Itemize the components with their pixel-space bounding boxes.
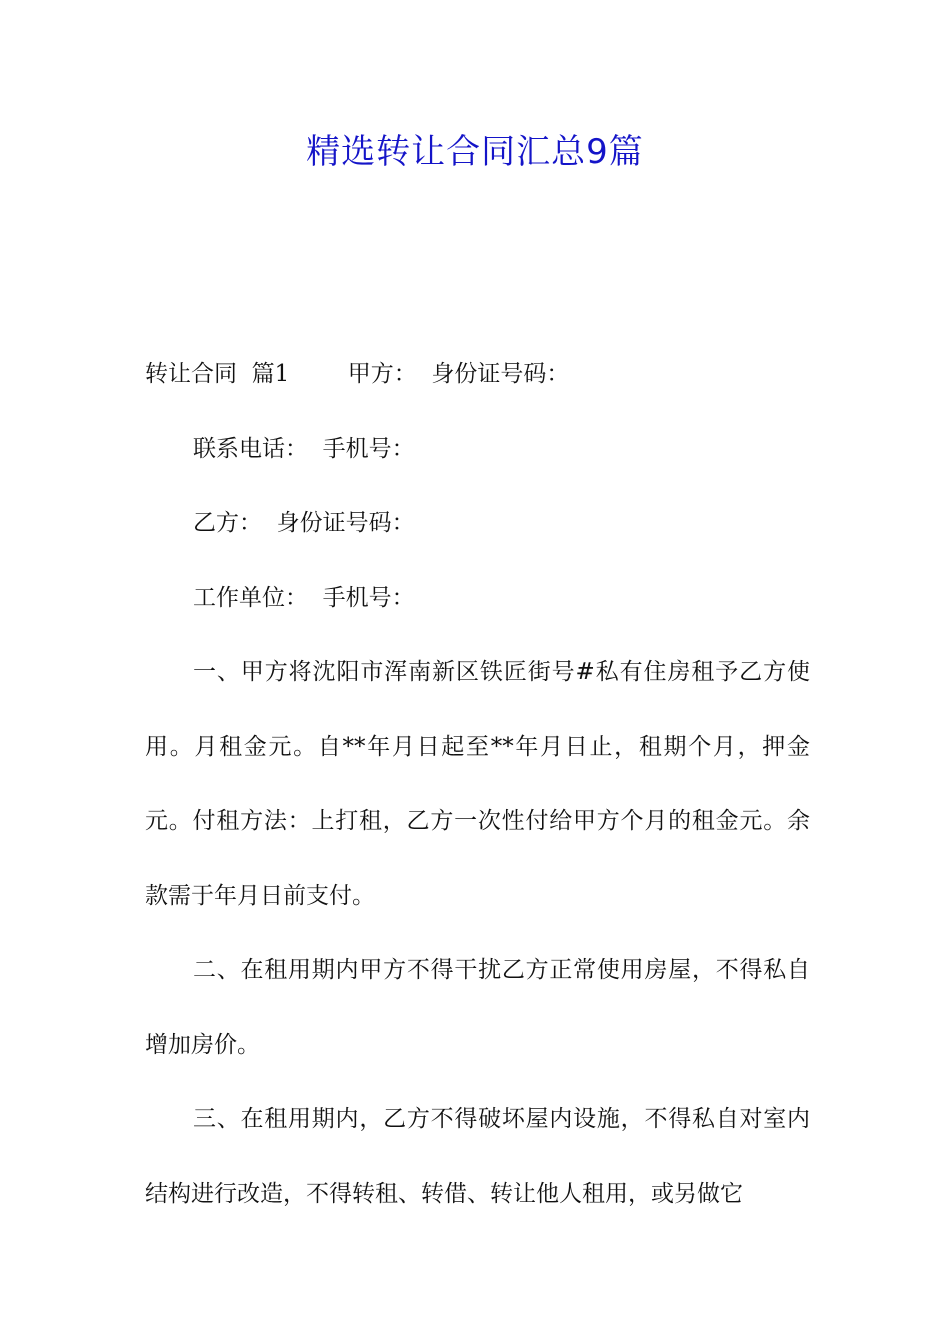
paragraph-contact-phone: 联系电话： 手机号：: [193, 435, 415, 462]
document-title: 精选转让合同汇总9篇: [306, 132, 644, 172]
paragraph-clause-3: 三、在租用期内，乙方不得破坏屋内设施，不得私自对室内结构进行改造，不得转租、转借、转让他人租用，或另做它: [145, 1106, 810, 1207]
paragraph-work-unit: 工作单位： 手机号：: [193, 584, 415, 611]
paragraph-clause-2: 二、在租用期内甲方不得干扰乙方正常使用房屋，不得私自增加房价。: [145, 957, 810, 1058]
paragraph-heading-party-a: 转让合同 篇1 甲方： 身份证号码：: [145, 361, 570, 387]
paragraph-clause-1: 一、甲方将沈阳市浑南新区铁匠街号#私有住房租予乙方使用。月租金元。自**年月日起至**年月日止，租期个月，押金元。付租方法：上打租，乙方一次性付给甲方个月的租金元。余款需于年月日前支付。: [145, 659, 810, 909]
document-body: [145, 337, 810, 1231]
paragraph-party-b: 乙方： 身份证号码：: [193, 510, 415, 536]
